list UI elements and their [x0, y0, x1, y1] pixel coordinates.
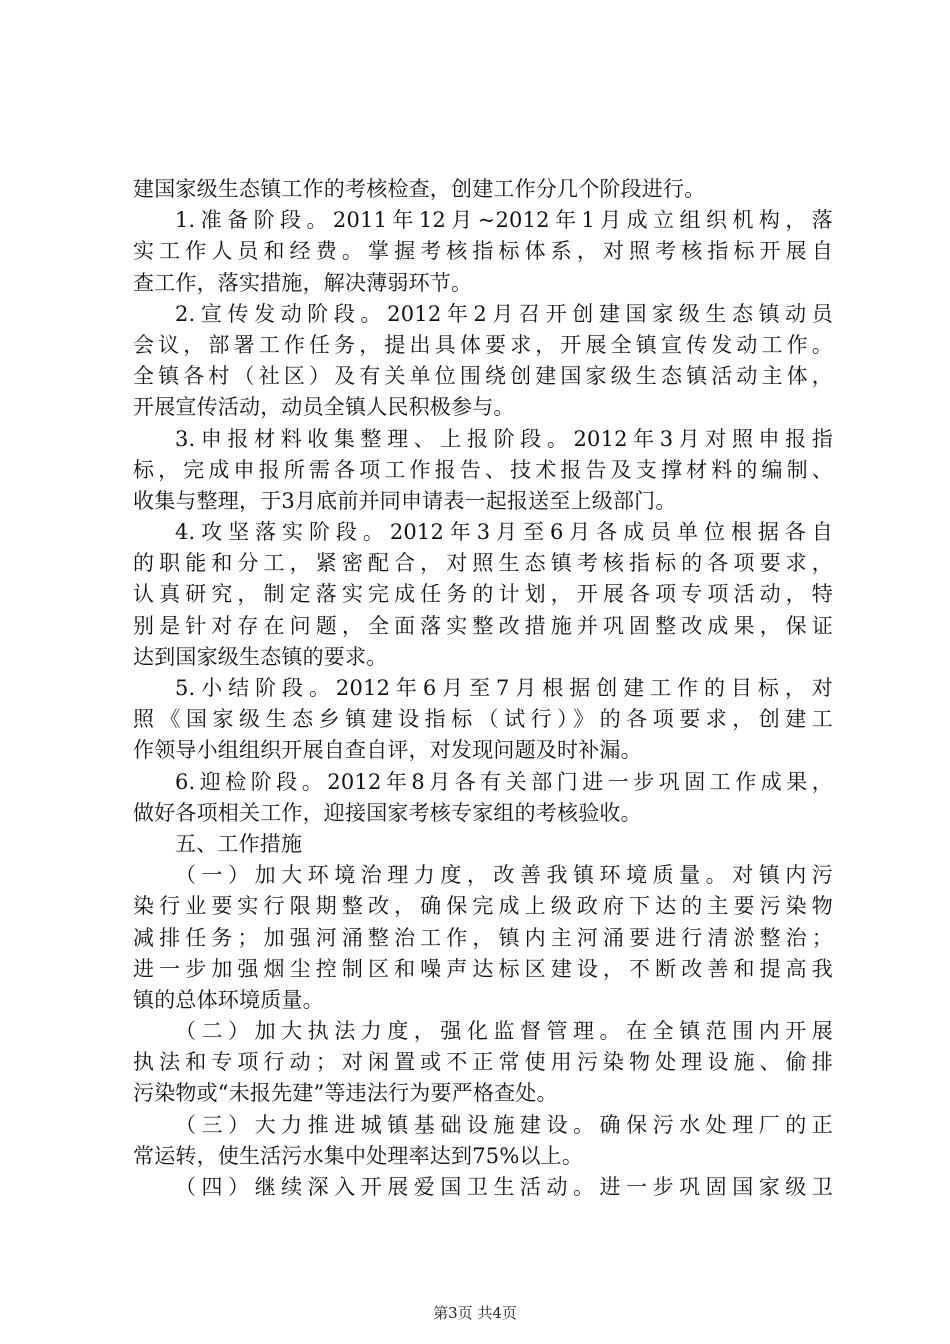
text-line: 会议，部署工作任务，提出具体要求，开展全镇宣传发动工作。 — [133, 332, 833, 357]
text-line: 6.迎检阶段。2012年8月各有关部门进一步巩固工作成果， — [175, 769, 833, 794]
text-line: 查工作，落实措施，解决薄弱环节。 — [133, 270, 473, 295]
text-line: （一）加大环境治理力度，改善我镇环境质量。对镇内污 — [175, 863, 833, 888]
text-line: 实工作人员和经费。掌握考核指标体系，对照考核指标开展自 — [133, 239, 833, 264]
text-line: 全镇各村（社区）及有关单位围绕创建国家级生态镇活动主体， — [133, 364, 833, 389]
text-line: （三）大力推进城镇基础设施建设。确保污水处理厂的正 — [175, 1112, 833, 1137]
text-line: 别是针对存在问题，全面落实整改措施并巩固整改成果，保证 — [133, 613, 833, 638]
text-line: 作领导小组组织开展自查自评，对发现问题及时补漏。 — [133, 738, 642, 763]
text-line: 4.攻坚落实阶段。2012年3月至6月各成员单位根据各自 — [175, 520, 833, 545]
text-line: 进一步加强烟尘控制区和噪声达标区建设，不断改善和提高我 — [133, 956, 833, 981]
document-body — [133, 174, 833, 1203]
text-line: 标，完成申报所需各项工作报告、技术报告及支撑材料的编制、 — [133, 457, 833, 482]
text-line: 照《国家级生态乡镇建设指标（试行）》的各项要求，创建工 — [133, 707, 833, 732]
text-line: 1.准备阶段。2011年12月~2012年1月成立组织机构，落 — [175, 208, 833, 233]
text-line: 污染物或“未报先建”等违法行为要严格查处。 — [133, 1081, 558, 1106]
text-line: 3.申报材料收集整理、上报阶段。2012年3月对照申报指 — [175, 426, 833, 451]
text-line: 认真研究，制定落实完成任务的计划，开展各项专项活动，特 — [133, 582, 833, 607]
text-line: 5.小结阶段。2012年6月至7月根据创建工作的目标，对 — [175, 676, 833, 700]
text-line: 2.宣传发动阶段。2012年2月召开创建国家级生态镇动员 — [175, 301, 833, 326]
text-line: 执法和专项行动；对闲置或不正常使用污染物处理设施、偷排 — [133, 1050, 833, 1075]
text-line: 减排任务；加强河涌整治工作，镇内主河涌要进行清淤整治； — [133, 925, 833, 950]
text-line: 染行业要实行限期整改，确保完成上级政府下达的主要污染物 — [133, 894, 833, 919]
text-line: 建国家级生态镇工作的考核检查，创建工作分几个阶段进行。 — [133, 177, 706, 201]
text-line: 开展宣传活动，动员全镇人民积极参与。 — [133, 395, 515, 420]
text-line: （四）继续深入开展爱国卫生活动。进一步巩固国家级卫 — [175, 1175, 833, 1199]
text-line: 做好各项相关工作，迎接国家考核专家组的考核验收。 — [133, 800, 642, 825]
page-footer: 第3页 共4页 — [433, 1304, 517, 1322]
text-line: 常运转，使生活污水集中处理率达到75%以上。 — [133, 1143, 584, 1168]
text-line: 收集与整理，于3月底前并同申请表一起报送至上级部门。 — [133, 488, 677, 513]
section-heading: 五、工作措施 — [175, 831, 303, 856]
text-line: （二）加大执法力度，强化监督管理。在全镇范围内开展 — [175, 1019, 833, 1044]
text-line: 达到国家级生态镇的要求。 — [133, 644, 388, 669]
text-line: 镇的总体环境质量。 — [133, 987, 324, 1012]
text-line: 的职能和分工，紧密配合，对照生态镇考核指标的各项要求， — [133, 551, 833, 576]
